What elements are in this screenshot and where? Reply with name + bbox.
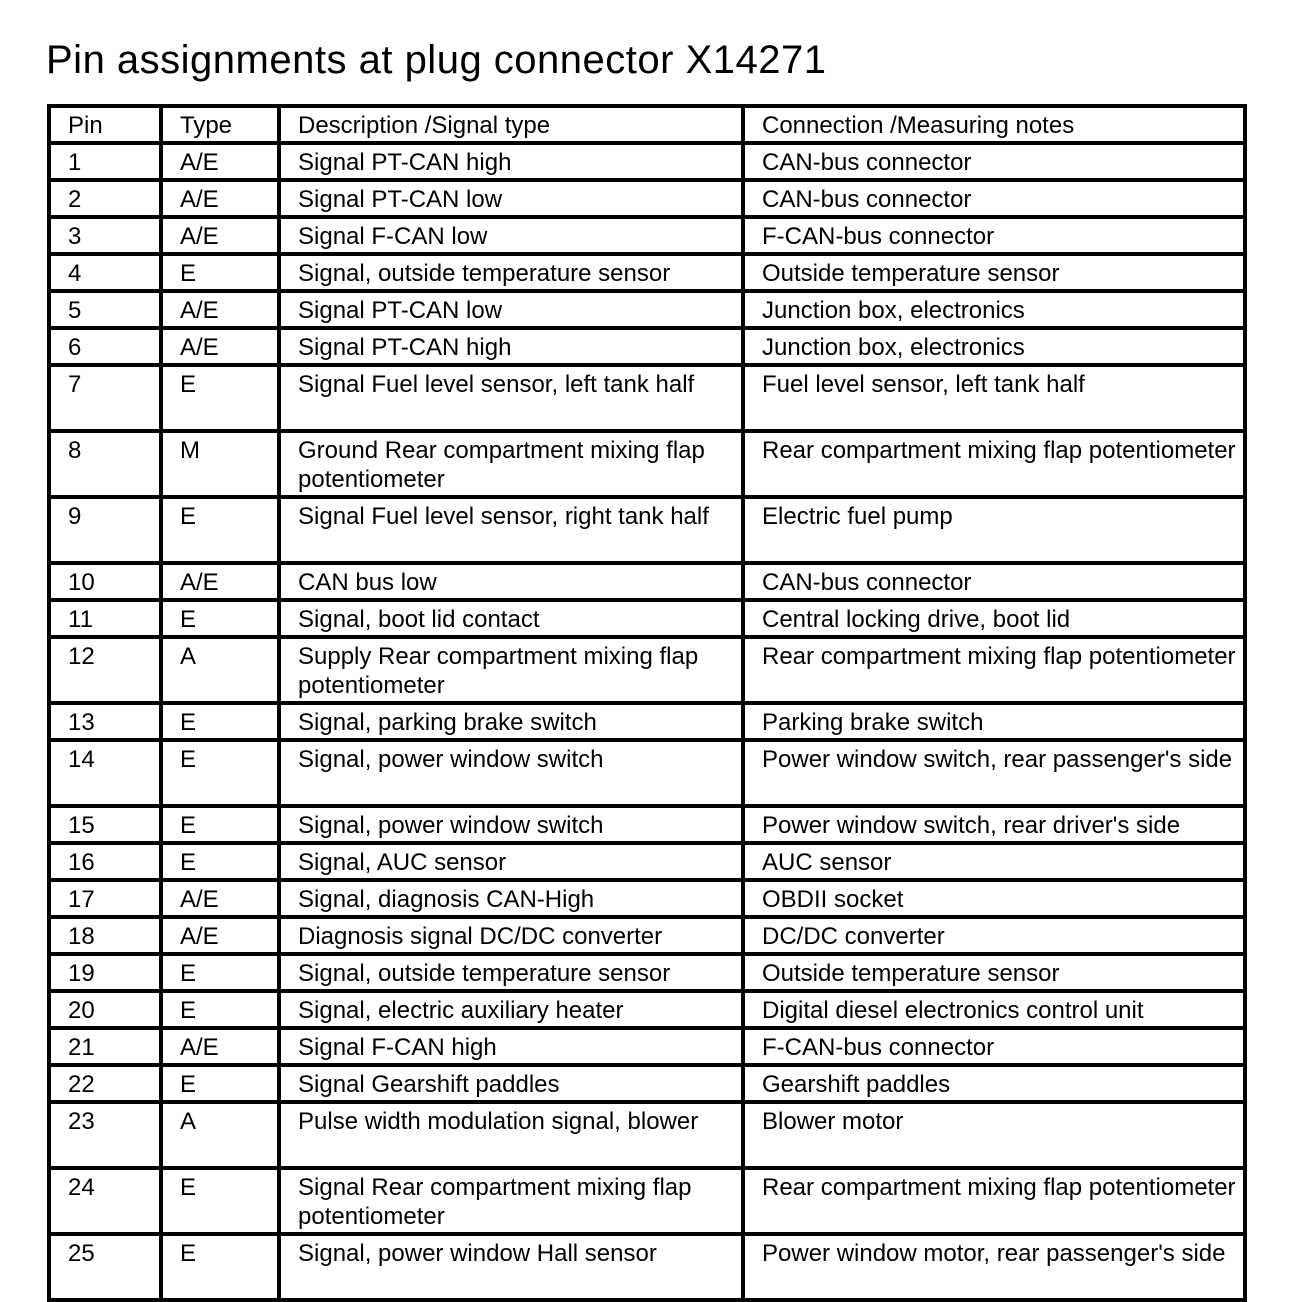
description-cell: Signal PT-CAN low — [279, 291, 743, 328]
description-cell: Signal, AUC sensor — [279, 843, 743, 880]
pin-cell: 23 — [49, 1102, 161, 1168]
pin-cell: 6 — [49, 328, 161, 365]
connection-cell: Rear compartment mixing flap potentiometer — [743, 637, 1245, 703]
connection-cell: Outside temperature sensor — [743, 954, 1245, 991]
type-cell: A/E — [161, 563, 279, 600]
connection-cell: Junction box, electronics — [743, 328, 1245, 365]
connection-cell: DC/DC converter — [743, 917, 1245, 954]
type-cell: A/E — [161, 328, 279, 365]
type-cell: A/E — [161, 143, 279, 180]
table-row — [49, 954, 1245, 991]
connection-cell: Power window motor, rear passenger's side — [743, 1234, 1245, 1300]
connection-cell: Electric fuel pump — [743, 497, 1245, 563]
column-header-connection: Connection /Measuring notes — [743, 106, 1245, 143]
pin-cell: 3 — [49, 217, 161, 254]
pin-cell: 4 — [49, 254, 161, 291]
pin-cell: 11 — [49, 600, 161, 637]
pin-cell: 15 — [49, 806, 161, 843]
pin-cell: 19 — [49, 954, 161, 991]
type-cell: A — [161, 637, 279, 703]
pin-cell: 5 — [49, 291, 161, 328]
connection-cell: Junction box, electronics — [743, 291, 1245, 328]
connection-cell: F-CAN-bus connector — [743, 1028, 1245, 1065]
type-cell: E — [161, 1234, 279, 1300]
connection-cell: Central locking drive, boot lid — [743, 600, 1245, 637]
type-cell: E — [161, 954, 279, 991]
table-row — [49, 703, 1245, 740]
pin-cell: 25 — [49, 1234, 161, 1300]
connection-cell: Power window switch, rear passenger's side — [743, 740, 1245, 806]
description-cell: Signal, diagnosis CAN-High — [279, 880, 743, 917]
description-cell: Signal, outside temperature sensor — [279, 954, 743, 991]
type-cell: A/E — [161, 180, 279, 217]
table-row — [49, 880, 1245, 917]
table-row — [49, 180, 1245, 217]
pin-cell: 1 — [49, 143, 161, 180]
pin-cell: 14 — [49, 740, 161, 806]
connection-cell: Blower motor — [743, 1102, 1245, 1168]
table-row — [49, 600, 1245, 637]
type-cell: E — [161, 254, 279, 291]
connection-cell: Digital diesel electronics control unit — [743, 991, 1245, 1028]
type-cell: A — [161, 1102, 279, 1168]
page-title: Pin assignments at plug connector X14271 — [46, 38, 827, 82]
description-cell: Signal F-CAN high — [279, 1028, 743, 1065]
description-cell: Signal PT-CAN high — [279, 143, 743, 180]
pin-cell: 20 — [49, 991, 161, 1028]
type-cell: A/E — [161, 880, 279, 917]
table-row — [49, 1234, 1245, 1300]
table-row — [49, 1168, 1245, 1234]
pin-cell: 22 — [49, 1065, 161, 1102]
connection-cell: AUC sensor — [743, 843, 1245, 880]
description-cell: Signal Gearshift paddles — [279, 1065, 743, 1102]
table-row — [49, 431, 1245, 497]
table-row — [49, 497, 1245, 563]
table-row — [49, 740, 1245, 806]
type-cell: E — [161, 600, 279, 637]
table-row — [49, 806, 1245, 843]
table-row — [49, 991, 1245, 1028]
description-cell: Ground Rear compartment mixing flap potentiometer — [279, 431, 743, 497]
pin-cell: 17 — [49, 880, 161, 917]
table-row — [49, 1065, 1245, 1102]
connection-cell: CAN-bus connector — [743, 563, 1245, 600]
pin-cell: 18 — [49, 917, 161, 954]
table-row — [49, 291, 1245, 328]
table-row — [49, 637, 1245, 703]
description-cell: Signal PT-CAN low — [279, 180, 743, 217]
column-header-description: Description /Signal type — [279, 106, 743, 143]
description-cell: Signal, outside temperature sensor — [279, 254, 743, 291]
type-cell: E — [161, 1168, 279, 1234]
pin-cell: 10 — [49, 563, 161, 600]
connection-cell: F-CAN-bus connector — [743, 217, 1245, 254]
connection-cell: Rear compartment mixing flap potentiometer — [743, 431, 1245, 497]
pin-cell: 2 — [49, 180, 161, 217]
pin-cell: 16 — [49, 843, 161, 880]
type-cell: A/E — [161, 1028, 279, 1065]
description-cell: Signal F-CAN low — [279, 217, 743, 254]
pin-cell: 24 — [49, 1168, 161, 1234]
description-cell: Supply Rear compartment mixing flap potentiometer — [279, 637, 743, 703]
description-cell: Pulse width modulation signal, blower — [279, 1102, 743, 1168]
description-cell: Signal Rear compartment mixing flap potentiometer — [279, 1168, 743, 1234]
connection-cell: Parking brake switch — [743, 703, 1245, 740]
description-cell: Signal Fuel level sensor, left tank half — [279, 365, 743, 431]
column-header-type: Type — [161, 106, 279, 143]
description-cell: Signal Fuel level sensor, right tank half — [279, 497, 743, 563]
type-cell: A/E — [161, 217, 279, 254]
table-row — [49, 254, 1245, 291]
table-row — [49, 365, 1245, 431]
connection-cell: CAN-bus connector — [743, 180, 1245, 217]
table-row — [49, 917, 1245, 954]
type-cell: E — [161, 1065, 279, 1102]
description-cell: Signal, power window switch — [279, 740, 743, 806]
connection-cell: OBDII socket — [743, 880, 1245, 917]
pin-assignment-table — [47, 104, 1247, 1302]
description-cell: Signal, parking brake switch — [279, 703, 743, 740]
connection-cell: Outside temperature sensor — [743, 254, 1245, 291]
type-cell: A/E — [161, 291, 279, 328]
table-row — [49, 217, 1245, 254]
pin-cell: 13 — [49, 703, 161, 740]
description-cell: Signal, boot lid contact — [279, 600, 743, 637]
type-cell: A/E — [161, 917, 279, 954]
pin-cell: 7 — [49, 365, 161, 431]
description-cell: Signal, electric auxiliary heater — [279, 991, 743, 1028]
column-header-pin: Pin — [49, 106, 161, 143]
type-cell: E — [161, 703, 279, 740]
pin-cell: 12 — [49, 637, 161, 703]
description-cell: Signal, power window Hall sensor — [279, 1234, 743, 1300]
type-cell: E — [161, 843, 279, 880]
type-cell: E — [161, 740, 279, 806]
table-row — [49, 563, 1245, 600]
connection-cell: Power window switch, rear driver's side — [743, 806, 1245, 843]
type-cell: E — [161, 806, 279, 843]
connection-cell: Rear compartment mixing flap potentiometer — [743, 1168, 1245, 1234]
table-row — [49, 1102, 1245, 1168]
pin-cell: 8 — [49, 431, 161, 497]
table-row — [49, 1028, 1245, 1065]
type-cell: E — [161, 365, 279, 431]
table-row — [49, 328, 1245, 365]
table-row — [49, 843, 1245, 880]
description-cell: Diagnosis signal DC/DC converter — [279, 917, 743, 954]
type-cell: M — [161, 431, 279, 497]
connection-cell: CAN-bus connector — [743, 143, 1245, 180]
table-header-row — [49, 106, 1245, 143]
description-cell: Signal PT-CAN high — [279, 328, 743, 365]
connection-cell: Gearshift paddles — [743, 1065, 1245, 1102]
type-cell: E — [161, 497, 279, 563]
connection-cell: Fuel level sensor, left tank half — [743, 365, 1245, 431]
pin-cell: 9 — [49, 497, 161, 563]
type-cell: E — [161, 991, 279, 1028]
pin-cell: 21 — [49, 1028, 161, 1065]
description-cell: Signal, power window switch — [279, 806, 743, 843]
description-cell: CAN bus low — [279, 563, 743, 600]
table-row — [49, 143, 1245, 180]
